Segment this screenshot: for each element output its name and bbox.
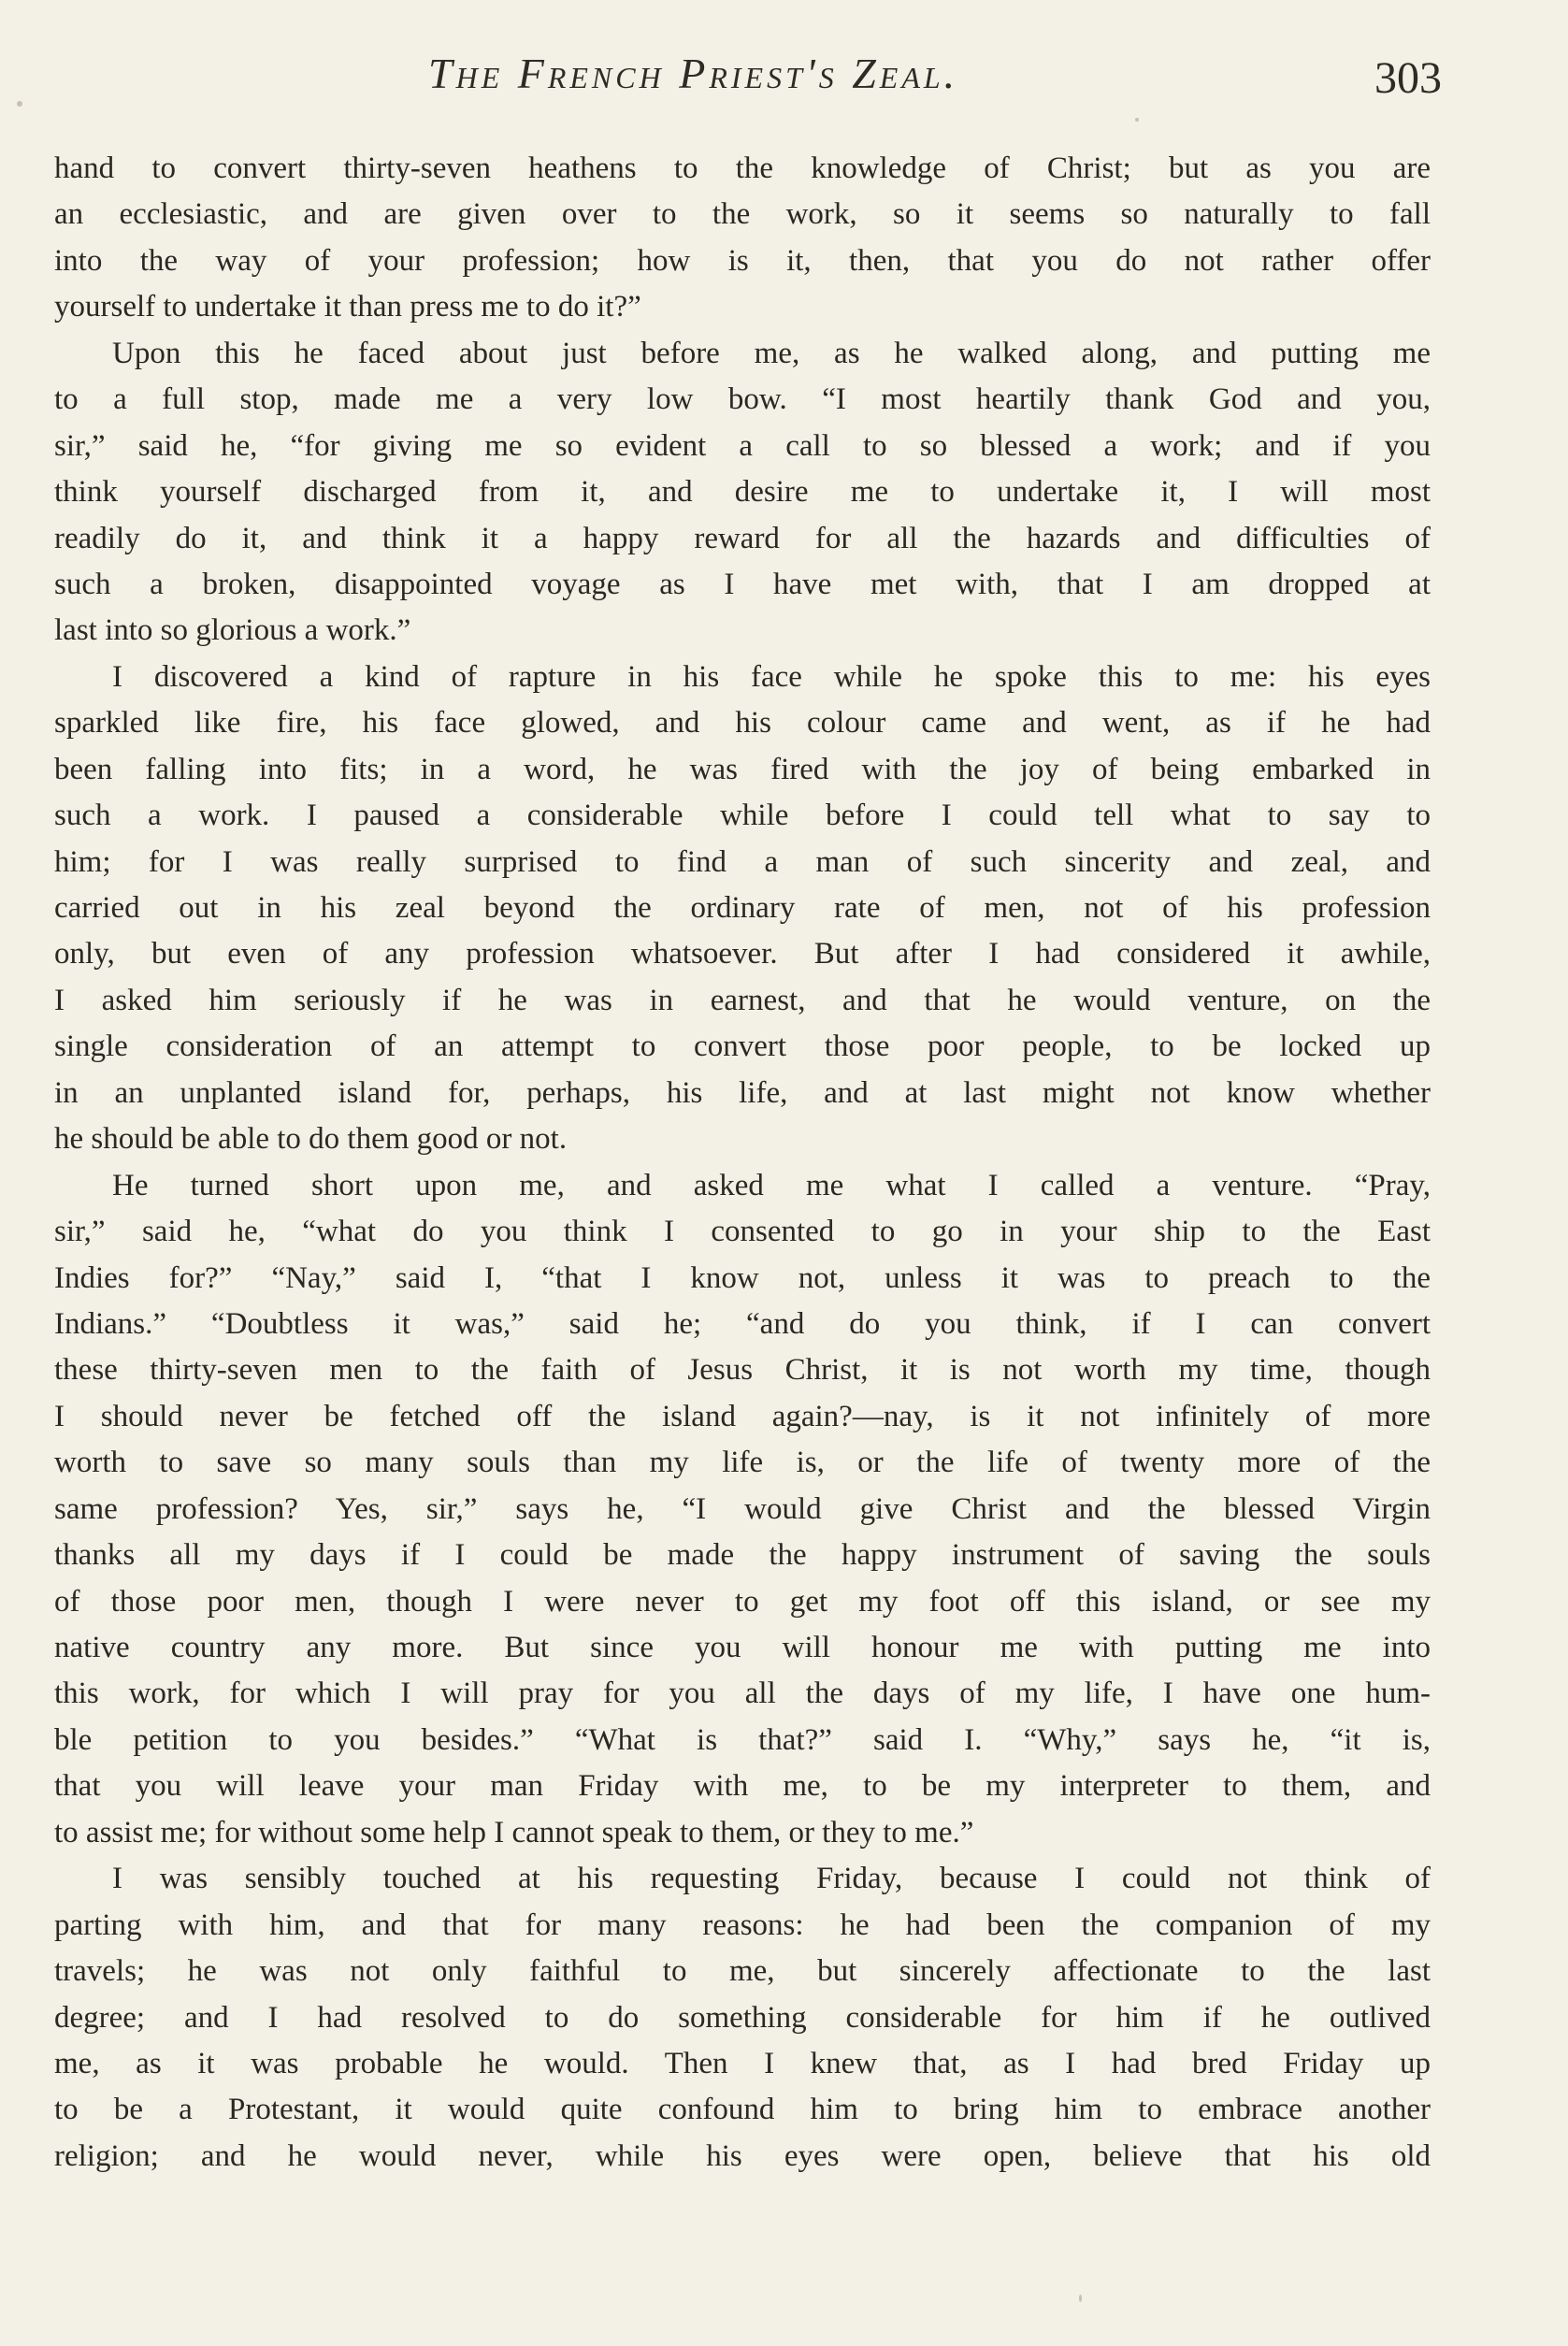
body-text [54, 146, 1431, 2180]
running-head [0, 49, 1568, 123]
paragraph-first-line: I discovered a kind of rapture in his face while he spoke this to me: his eyes [112, 659, 1431, 694]
text-line: last into so glorious a work.” [54, 613, 411, 648]
text-line: he should be able to do them good or not. [54, 1122, 568, 1157]
text-line: readily do it, and think it a happy reward for all the hazards and difficulties of [54, 521, 1431, 555]
text-line: single consideration of an attempt to convert those poor people, to be locked up [54, 1029, 1431, 1064]
text-line: sir,” said he, “what do you think I consented to go in your ship to the East [54, 1215, 1431, 1249]
text-line: these thirty-seven men to the faith of Jesus Christ, it is not worth my time, though [54, 1353, 1431, 1388]
text-line: hand to convert thirty-seven heathens to the knowledge of Christ; but as you are [54, 151, 1431, 185]
text-line: him; for I was really surprised to find a man of such sincerity and zeal, and [54, 844, 1431, 879]
text-line: that you will leave your man Friday with me, to be my interpreter to them, and [54, 1769, 1431, 1804]
text-line: such a work. I paused a considerable while before I could tell what to say to [54, 799, 1431, 833]
text-line: thanks all my days if I could be made the happy instrument of saving the souls [54, 1538, 1431, 1573]
text-line: travels; he was not only faithful to me, but sincerely affectionate to the last [54, 1954, 1431, 1989]
running-title: The French Priest's Zeal. [428, 50, 959, 97]
text-line: me, as it was probable he would. Then I knew that, as I had bred Friday up [54, 2046, 1431, 2080]
paragraph-first-line: I was sensibly touched at his requesting Friday, because I could not think of [112, 1862, 1431, 1896]
text-line: parting with him, and that for many reasons: he had been the companion of my [54, 1907, 1431, 1942]
text-line: Indians.” “Doubtless it was,” said he; “and do you think, if I can convert [54, 1306, 1431, 1341]
text-line: into the way of your profession; how is it, then, that you do not rather offer [54, 243, 1431, 278]
paragraph-first-line: He turned short upon me, and asked me what I called a venture. “Pray, [112, 1168, 1431, 1202]
paragraph-first-line: Upon this he faced about just before me, as he walked along, and putting me [112, 336, 1431, 370]
text-line: been falling into fits; in a word, he was fired with the joy of being embarked in [54, 752, 1431, 786]
text-line: I should never be fetched off the island again?—nay, is it not infinitely of more [54, 1399, 1431, 1433]
text-line: degree; and I had resolved to do something considerable for him if he outlived [54, 2000, 1431, 2035]
text-line: Indies for?” “Nay,” said I, “that I know not, unless it was to preach to the [54, 1260, 1431, 1295]
text-line: such a broken, disappointed voyage as I have met with, that I am dropped at [54, 567, 1431, 601]
text-line: yourself to undertake it than press me to do it?” [54, 290, 641, 324]
text-line: ble petition to you besides.” “What is that?” said I. “Why,” says he, “it is, [54, 1722, 1431, 1757]
page-number: 303 [1374, 53, 1442, 103]
text-line: in an unplanted island for, perhaps, his life, and at last might not know whether [54, 1075, 1431, 1110]
text-line: I asked him seriously if he was in earnest, and that he would venture, on the [54, 983, 1431, 1017]
text-line: worth to save so many souls than my life is, or the life of twenty more of the [54, 1446, 1431, 1480]
text-line: sir,” said he, “for giving me so evident a call to so blessed a work; and if you [54, 428, 1431, 463]
text-line: to a full stop, made me a very low bow. “I most heartily thank God and you, [54, 382, 1431, 417]
text-line: to assist me; for without some help I cannot speak to them, or they to me.” [54, 1815, 974, 1849]
text-line: religion; and he would never, while his eyes were open, believe that his old [54, 2138, 1431, 2173]
text-line: think yourself discharged from it, and desire me to undertake it, I will most [54, 475, 1431, 510]
text-line: carried out in his zeal beyond the ordinary rate of men, not of his profession [54, 891, 1431, 925]
paper-speck [17, 101, 22, 107]
text-line: native country any more. But since you will honour me with putting me into [54, 1631, 1431, 1664]
paper-speck [1079, 2295, 1082, 2302]
text-line: this work, for which I will pray for you all the days of my life, I have one hum- [54, 1677, 1431, 1711]
text-line: sparkled like fire, his face glowed, and his colour came and went, as if he had [54, 706, 1431, 741]
text-line: to be a Protestant, it would quite confound him to bring him to embrace another [54, 2093, 1431, 2127]
paper-speck [1135, 118, 1139, 122]
text-line: an ecclesiastic, and are given over to the work, so it seems so naturally to fall [54, 197, 1431, 232]
text-line: same profession? Yes, sir,” says he, “I would give Christ and the blessed Virgin [54, 1491, 1431, 1526]
text-line: of those poor men, though I were never to get my foot off this island, or see my [54, 1584, 1431, 1619]
text-line: only, but even of any profession whatsoever. But after I had considered it awhile, [54, 937, 1431, 972]
